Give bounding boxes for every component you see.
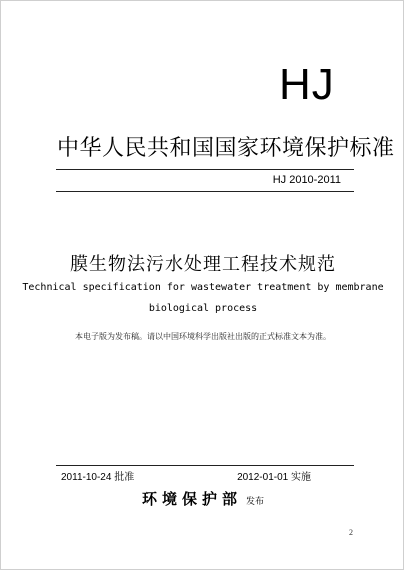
electronic-version-note: 本电子版为发布稿。请以中国环境科学出版社出版的正式标准文本为准。 (75, 332, 331, 341)
approval-date: 2011-10-24 批准 (61, 472, 135, 483)
agency-title: 中华人民共和国国家环境保护标准 (57, 136, 395, 161)
document-title-english-line1: Technical specification for wastewater treatment by membrane (22, 282, 384, 293)
standard-number: HJ 2010-2011 (272, 174, 341, 186)
divider-bottom (56, 465, 354, 466)
implementation-date: 2012-01-01 实施 (237, 472, 311, 483)
publisher-line (1, 488, 404, 509)
publisher-name: 环境保护部 (141, 490, 242, 508)
divider-top (56, 169, 354, 170)
divider-under-number (56, 191, 354, 192)
document-title-english-line2: biological process (148, 303, 258, 314)
document-title-chinese: 膜生物法污水处理工程技术规范 (70, 254, 336, 275)
publisher-suffix: 发布 (246, 497, 265, 507)
hj-logo: HJ (279, 60, 335, 109)
page-number: 2 (349, 528, 353, 537)
